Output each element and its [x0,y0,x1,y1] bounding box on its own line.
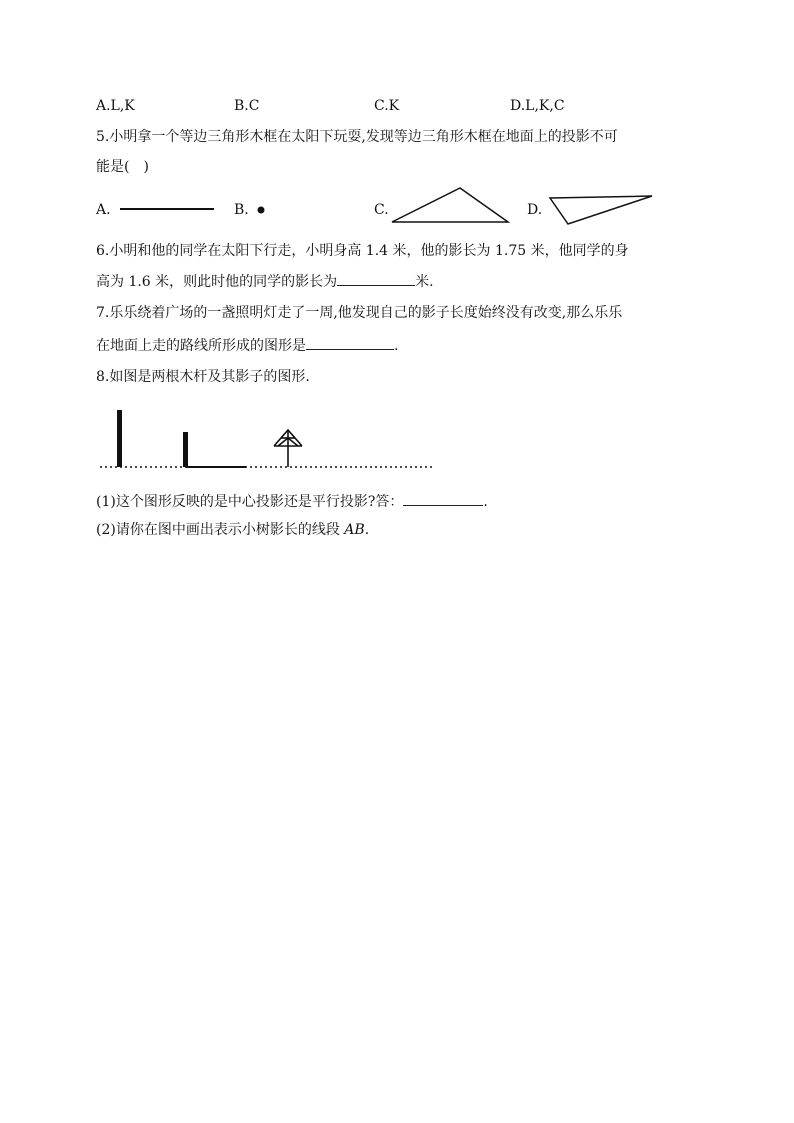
q5-text-line1: 5.小明拿一个等边三角形木框在太阳下玩耍,发现等边三角形木框在地面上的投影不可 [96,129,618,145]
q8-sub2-prefix: (2)请你在图中画出表示小树影长的线段 [96,522,345,538]
q8-title: 8.如图是两根木杆及其影子的图形. [96,369,310,385]
q4-option-a: A.L,K [96,98,135,114]
q7-text-line1: 7.乐乐绕着广场的一盏照明灯走了一周,他发现自己的影子长度始终没有改变,那么乐乐 [96,305,623,321]
q8-sub2 [96,520,369,540]
q7-text-line2 [96,335,398,356]
q6-line2-prefix: 高为 1.6 米，则此时他的同学的影长为 [96,274,338,290]
q7-line2-suffix: . [394,338,399,354]
q4-option-b: B.C [234,98,260,114]
q8-sub1 [96,491,488,512]
q6-text-line1: 6.小明和他的同学在太阳下行走，小明身高 1.4 米，他的影长为 1.75 米，他同学的身 [96,243,629,259]
q8-sub2-segment-name: AB [344,522,365,538]
q7-answer-blank[interactable] [306,335,394,350]
q7-line2-prefix: 在地面上走的路线所形成的图形是 [96,338,306,354]
q5-option-b-label: B. [234,202,249,218]
q5-text-line2: 能是( ) [96,159,149,175]
q5-option-a-label: A. [96,202,111,218]
q6-text-line2 [96,271,434,292]
q5-option-a-segment-figure [118,204,218,214]
q8-sub1-prefix: (1)这个图形反映的是中心投影还是平行投影?答： [96,494,404,510]
q8-poles-shadow-figure [98,398,438,472]
small-tree [274,430,302,467]
q6-line2-suffix: 米. [415,274,434,290]
tall-pole [117,410,122,467]
q5-option-d-label: D. [527,202,543,218]
q8-sub1-suffix: . [483,494,488,510]
q4-option-d: D.L,K,C [510,98,565,114]
q5-option-d-triangle-figure [546,192,656,228]
q6-answer-blank[interactable] [337,271,415,286]
q8-sub1-answer-blank[interactable] [403,491,483,506]
q8-sub2-suffix: . [364,522,370,538]
short-pole [183,432,188,467]
q5-option-c-triangle-figure [388,184,512,226]
q5-option-b-point-figure [255,204,267,216]
q5-option-c-label: C. [374,202,389,218]
q4-option-c: C.K [374,98,400,114]
